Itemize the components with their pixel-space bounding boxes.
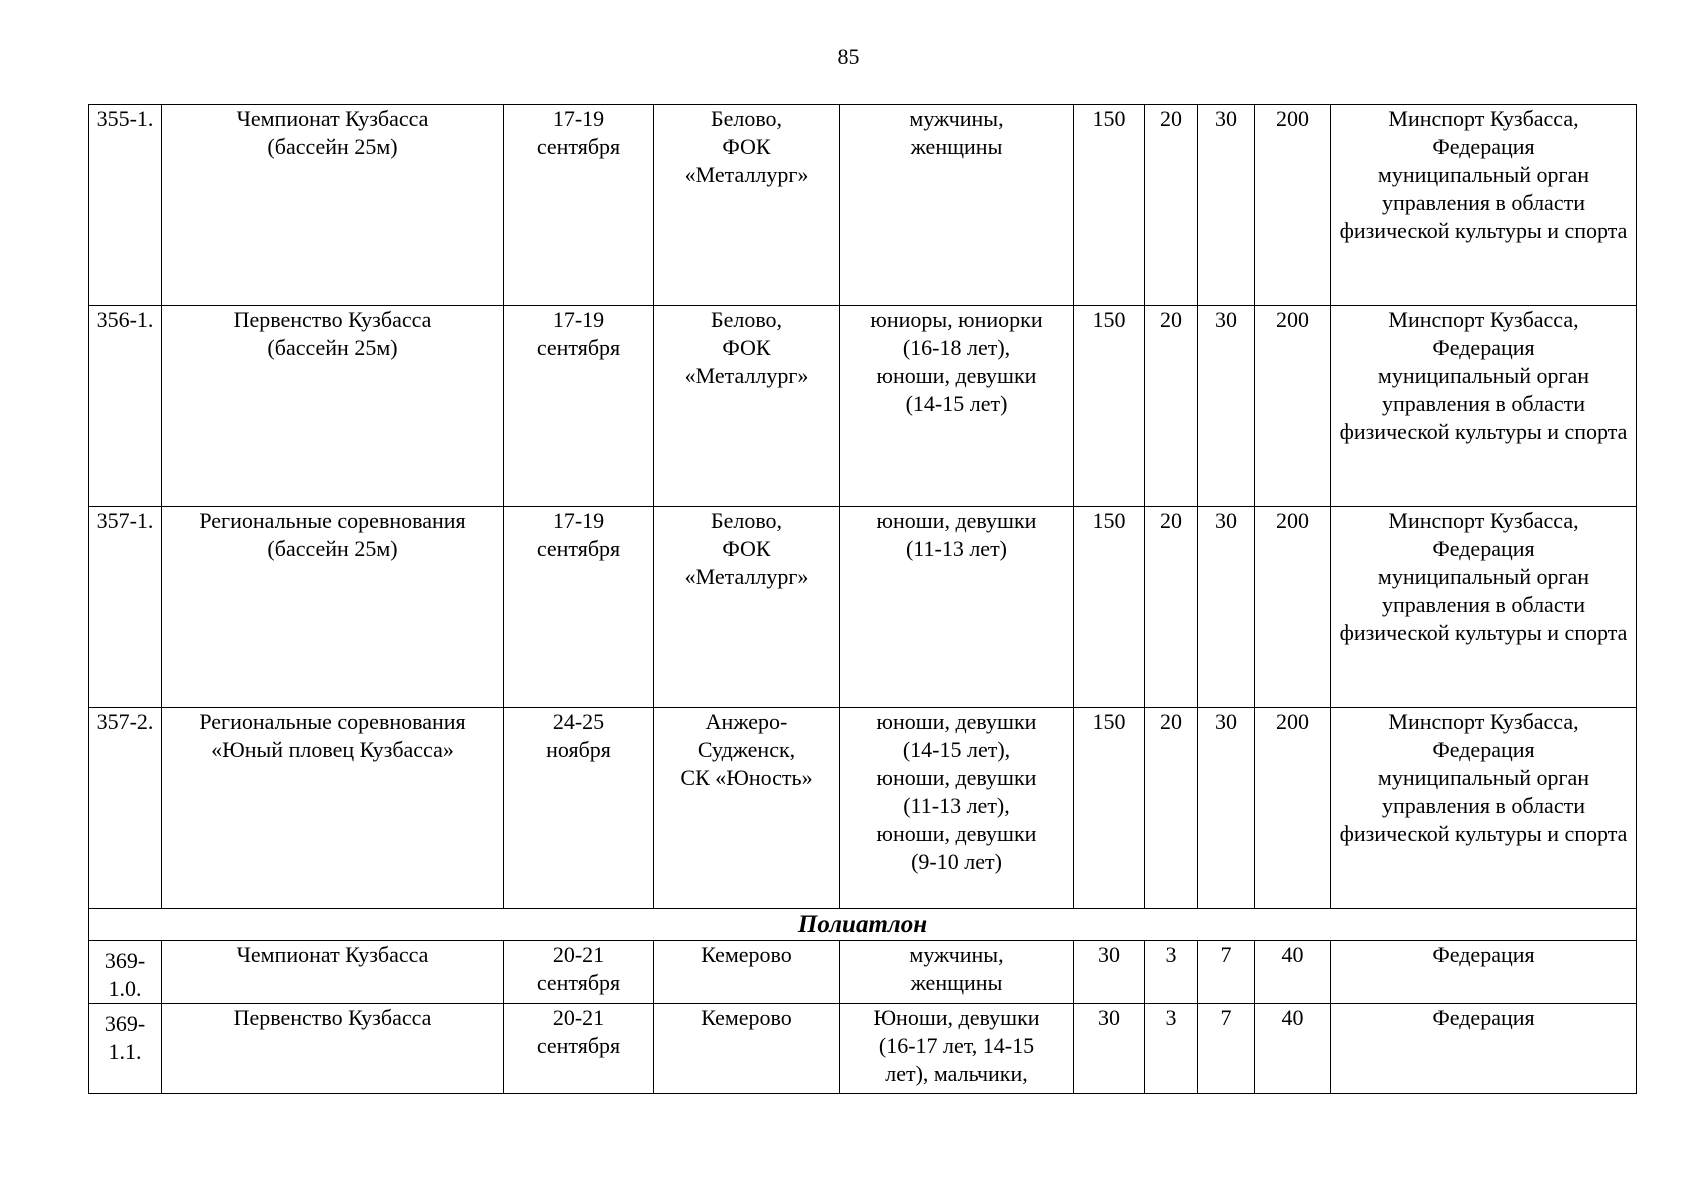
event-name: Чемпионат Кузбасса bbox=[162, 941, 504, 1004]
event-name: Региональные соревнования «Юный пловец Кузбасса» bbox=[162, 708, 504, 909]
judges-count: 30 bbox=[1198, 507, 1255, 708]
judges-count: 7 bbox=[1198, 1004, 1255, 1094]
section-heading: Полиатлон bbox=[89, 909, 1637, 941]
coaches-count: 20 bbox=[1145, 708, 1198, 909]
judges-count: 30 bbox=[1198, 105, 1255, 306]
event-participants: юноши, девушки (11-13 лет) bbox=[840, 507, 1074, 708]
event-participants: Юноши, девушки (16-17 лет, 14-15 лет), мальчики, bbox=[840, 1004, 1074, 1094]
event-organizers: Минспорт Кузбасса, Федерация муниципальный орган управления в области физической культуры и спорта bbox=[1331, 507, 1637, 708]
event-number: 357-2. bbox=[89, 708, 162, 909]
athletes-count: 150 bbox=[1074, 507, 1145, 708]
event-date: 17-19 сентября bbox=[504, 105, 654, 306]
event-number: 369- 1.0. bbox=[89, 941, 162, 1004]
total-count: 200 bbox=[1255, 105, 1331, 306]
event-date: 17-19 сентября bbox=[504, 306, 654, 507]
events-table bbox=[88, 104, 1637, 1094]
judges-count: 30 bbox=[1198, 708, 1255, 909]
event-organizers: Минспорт Кузбасса, Федерация муниципальный орган управления в области физической культуры и спорта bbox=[1331, 306, 1637, 507]
event-place: Белово, ФОК «Металлург» bbox=[654, 507, 840, 708]
event-name: Чемпионат Кузбасса (бассейн 25м) bbox=[162, 105, 504, 306]
table-row bbox=[89, 708, 1637, 909]
event-place: Анжеро- Судженск, СК «Юность» bbox=[654, 708, 840, 909]
table-row bbox=[89, 941, 1637, 1004]
athletes-count: 150 bbox=[1074, 306, 1145, 507]
page-number: 85 bbox=[837, 44, 860, 69]
section-row bbox=[89, 909, 1637, 941]
event-date: 20-21 сентября bbox=[504, 1004, 654, 1094]
event-participants: мужчины, женщины bbox=[840, 105, 1074, 306]
total-count: 200 bbox=[1255, 507, 1331, 708]
event-date: 17-19 сентября bbox=[504, 507, 654, 708]
event-place: Кемерово bbox=[654, 941, 840, 1004]
athletes-count: 150 bbox=[1074, 105, 1145, 306]
judges-count: 7 bbox=[1198, 941, 1255, 1004]
event-participants: юноши, девушки (14-15 лет), юноши, девушки (11-13 лет), юноши, девушки (9-10 лет) bbox=[840, 708, 1074, 909]
event-participants: юниоры, юниорки (16-18 лет), юноши, девушки (14-15 лет) bbox=[840, 306, 1074, 507]
event-number: 355-1. bbox=[89, 105, 162, 306]
event-organizers: Федерация bbox=[1331, 941, 1637, 1004]
event-name: Региональные соревнования (бассейн 25м) bbox=[162, 507, 504, 708]
event-number: 356-1. bbox=[89, 306, 162, 507]
event-name: Первенство Кузбасса bbox=[162, 1004, 504, 1094]
athletes-count: 30 bbox=[1074, 941, 1145, 1004]
event-place: Белово, ФОК «Металлург» bbox=[654, 105, 840, 306]
event-number: 357-1. bbox=[89, 507, 162, 708]
coaches-count: 3 bbox=[1145, 941, 1198, 1004]
event-organizers: Минспорт Кузбасса, Федерация муниципальный орган управления в области физической культуры и спорта bbox=[1331, 708, 1637, 909]
coaches-count: 20 bbox=[1145, 105, 1198, 306]
athletes-count: 30 bbox=[1074, 1004, 1145, 1094]
event-date: 24-25 ноября bbox=[504, 708, 654, 909]
coaches-count: 3 bbox=[1145, 1004, 1198, 1094]
event-number: 369- 1.1. bbox=[89, 1004, 162, 1094]
table-row bbox=[89, 306, 1637, 507]
total-count: 200 bbox=[1255, 708, 1331, 909]
judges-count: 30 bbox=[1198, 306, 1255, 507]
event-place: Кемерово bbox=[654, 1004, 840, 1094]
event-place: Белово, ФОК «Металлург» bbox=[654, 306, 840, 507]
table-row bbox=[89, 105, 1637, 306]
total-count: 200 bbox=[1255, 306, 1331, 507]
athletes-count: 150 bbox=[1074, 708, 1145, 909]
event-date: 20-21 сентября bbox=[504, 941, 654, 1004]
event-organizers: Минспорт Кузбасса, Федерация муниципальный орган управления в области физической культуры и спорта bbox=[1331, 105, 1637, 306]
table-row bbox=[89, 507, 1637, 708]
total-count: 40 bbox=[1255, 941, 1331, 1004]
total-count: 40 bbox=[1255, 1004, 1331, 1094]
event-participants: мужчины, женщины bbox=[840, 941, 1074, 1004]
table-row bbox=[89, 1004, 1637, 1094]
coaches-count: 20 bbox=[1145, 306, 1198, 507]
event-organizers: Федерация bbox=[1331, 1004, 1637, 1094]
coaches-count: 20 bbox=[1145, 507, 1198, 708]
event-name: Первенство Кузбасса (бассейн 25м) bbox=[162, 306, 504, 507]
